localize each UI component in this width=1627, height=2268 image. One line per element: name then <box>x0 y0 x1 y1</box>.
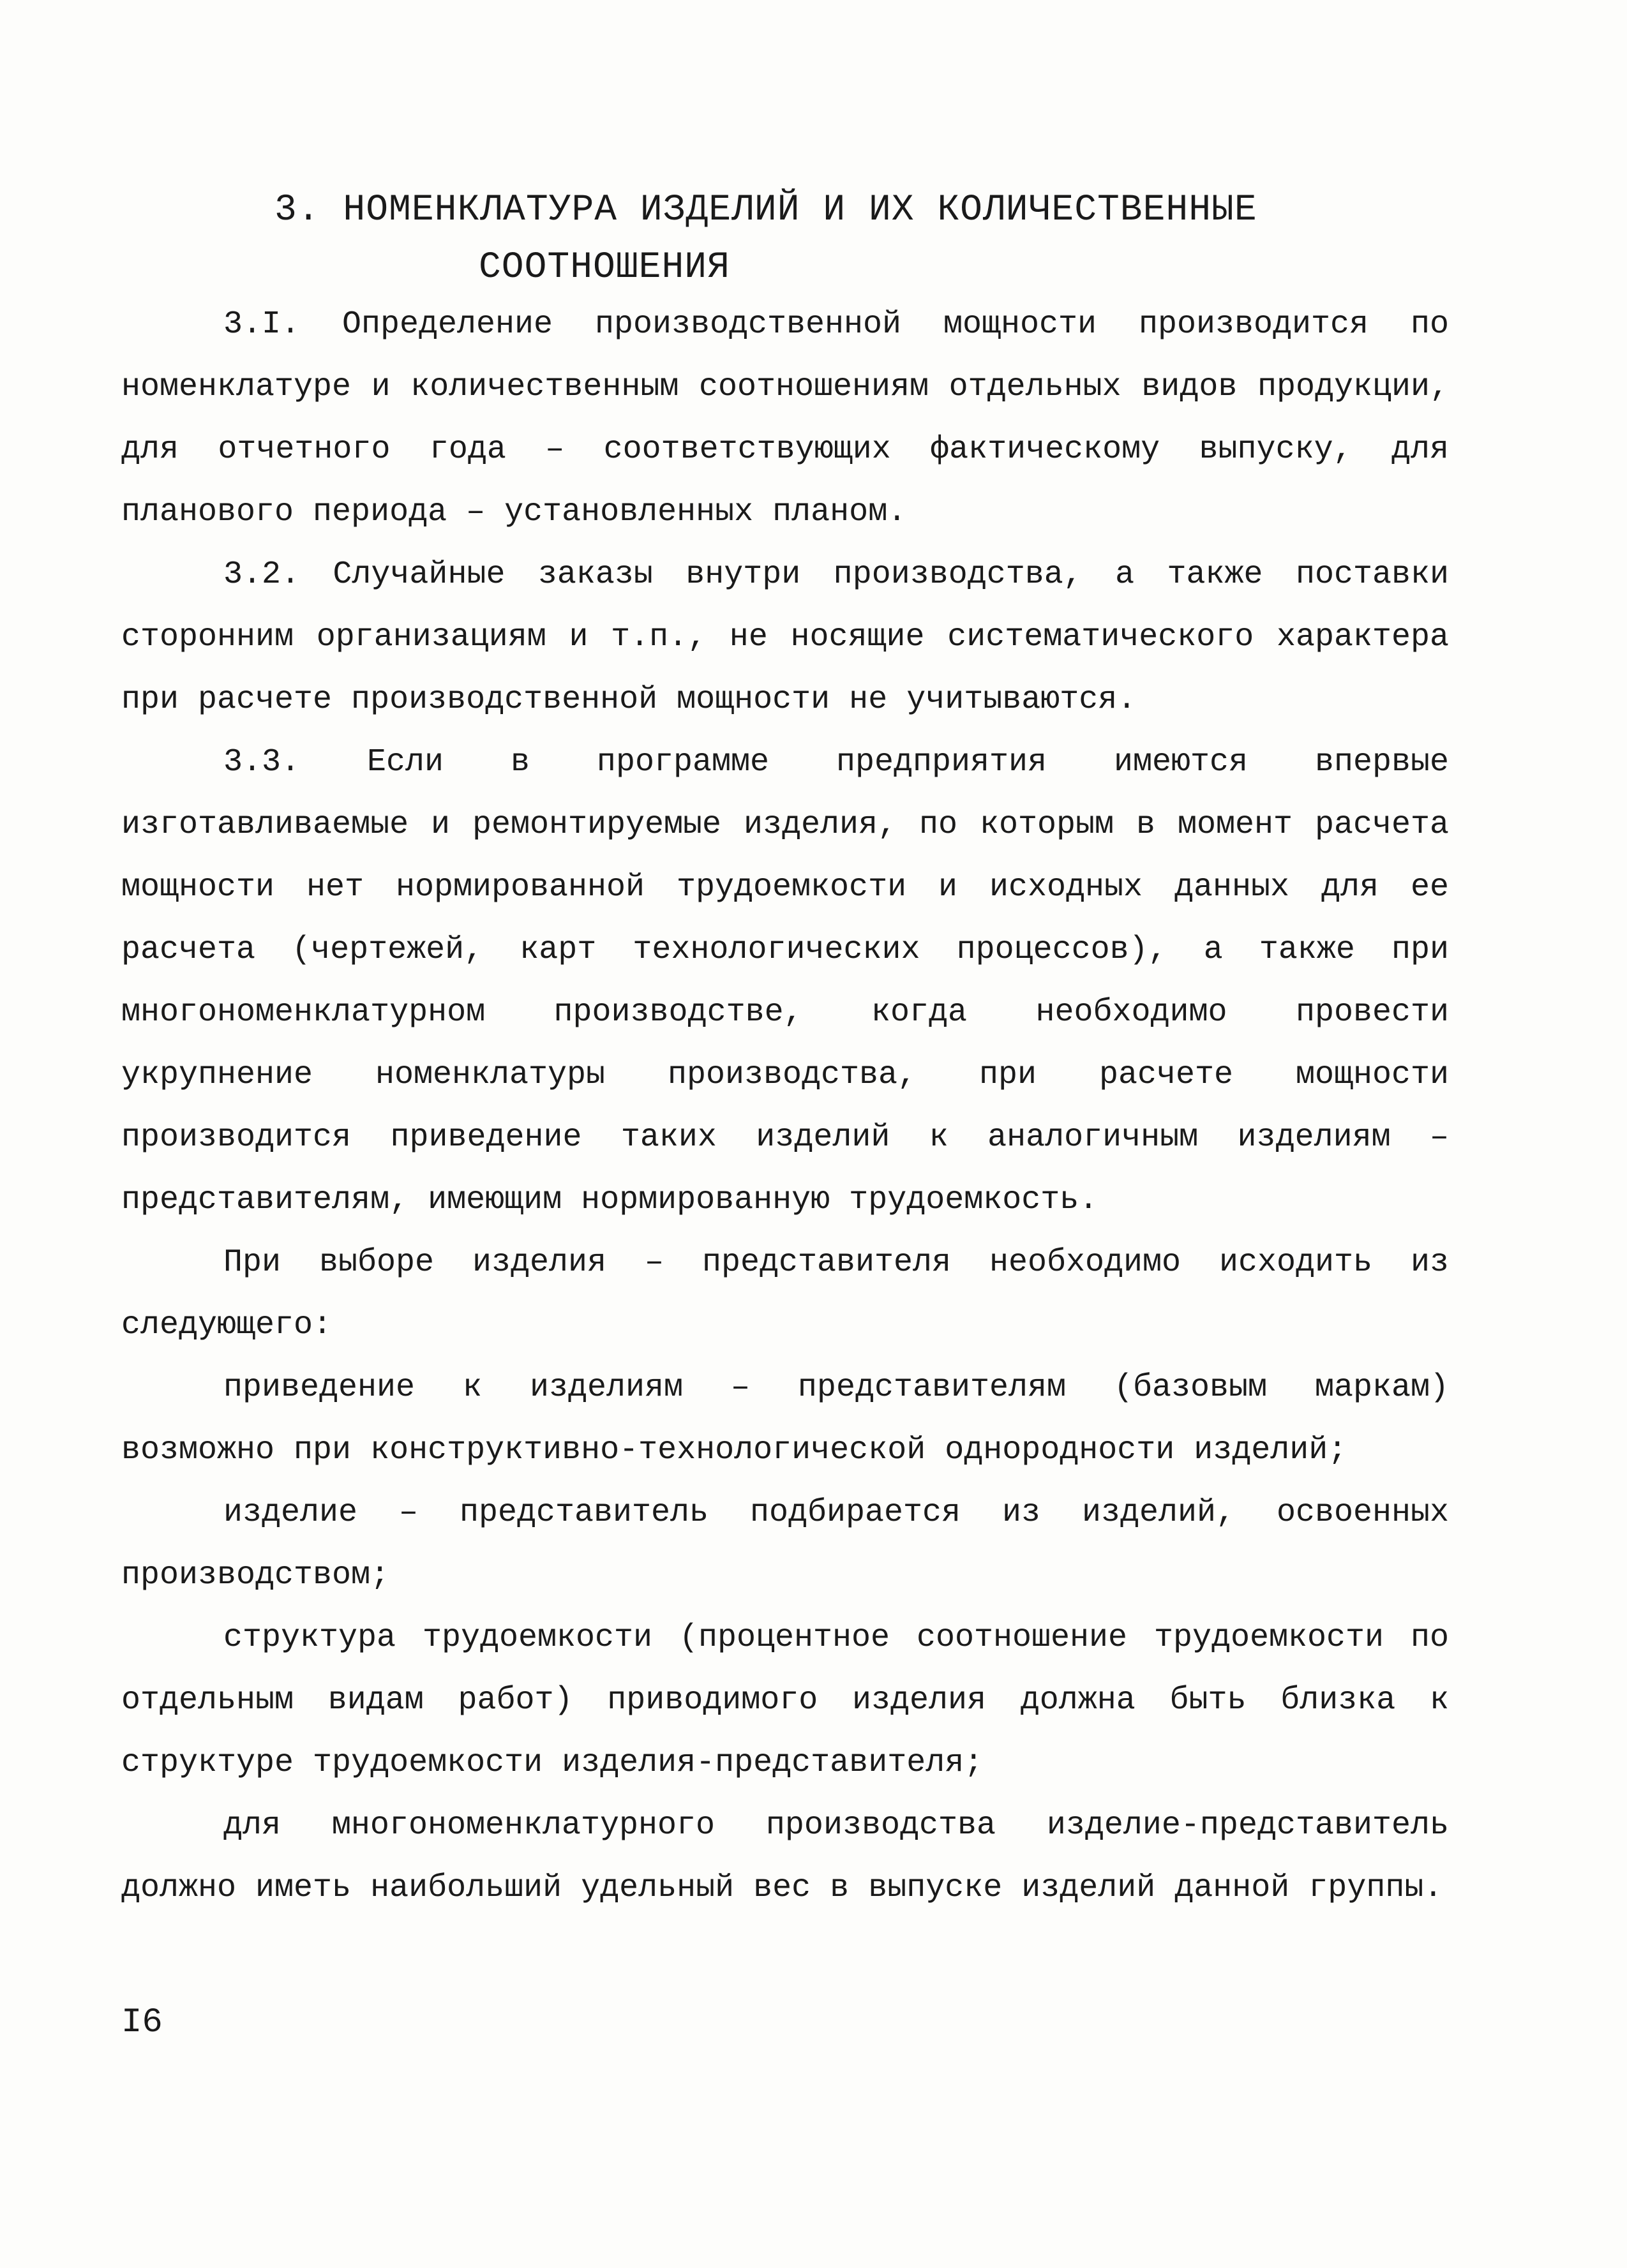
section-title-line-1: 3. НОМЕНКЛАТУРА ИЗДЕЛИЙ И ИХ КОЛИЧЕСТВЕННЫЕ <box>274 190 1257 231</box>
list-item-reduction: приведение к изделиям – представителям (базовым маркам) возможно при конструктивно-технологической однородности изделий; <box>121 1369 1449 1468</box>
section-title-line-2: СООТНОШЕНИЯ <box>479 247 730 288</box>
list-item-weight: для многономенклатурного производства изделие-представитель должно иметь наибольший удельный вес в выпуске изделий данной группы. <box>121 1807 1449 1906</box>
list-item-structure: структура трудоемкости (процентное соотношение трудоемкости по отдельным видам работ) приводимого изделия должна быть близка к структуре трудоемкости изделия-представителя; <box>121 1620 1449 1781</box>
page-number: I6 <box>121 2003 163 2042</box>
section-title <box>274 182 1423 297</box>
paragraph-3-2: 3.2. Случайные заказы внутри производства, а также поставки сторонним организациям и т.п., не носящие систематического характера при расчете производственной мощности не учитываются. <box>121 556 1449 718</box>
paragraph-3-1: 3.I. Определение производственной мощности производится по номенклатуре и количественным соотношениям отдельных видов продукции, для отчетного года – соответствующих фактическому выпуску, для планового периода – установленных планом. <box>121 306 1449 530</box>
section-body <box>121 294 1449 1920</box>
paragraph-selection-intro: При выборе изделия – представителя необходимо исходить из следующего: <box>121 1244 1449 1343</box>
list-item-mastered: изделие – представитель подбирается из изделий, освоенных производством; <box>121 1495 1449 1593</box>
paragraph-3-3: 3.3. Если в программе предприятия имеются впервые изготавливаемые и ремонтируемые изделия, по которым в момент расчета мощности нет нормированной трудоемкости и исходных данных для ее расчета (чертежей, карт технологических процессов), а также при многономенклатурном производстве, когда необходимо провести укрупнение номенклатуры производства, при расчете мощности производится приведение таких изделий к аналогичным изделиям – представителям, имеющим нормированную трудоемкость. <box>121 744 1449 1218</box>
